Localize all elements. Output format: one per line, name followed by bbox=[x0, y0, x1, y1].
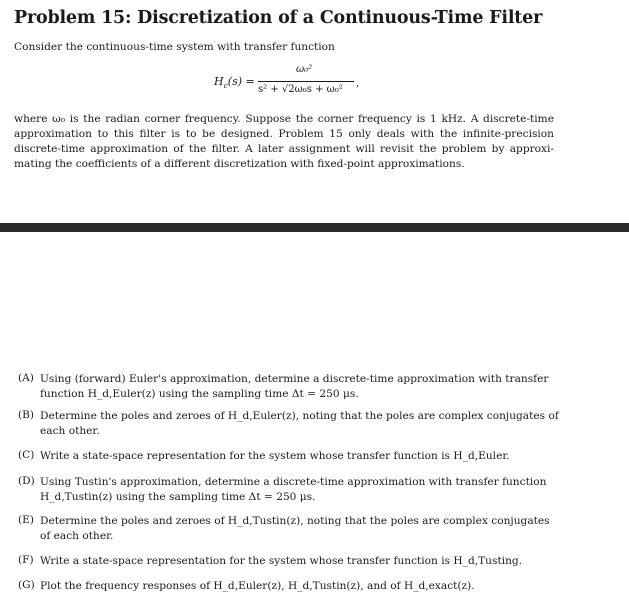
part-label: (F) bbox=[18, 554, 34, 566]
transfer-function-equation bbox=[214, 64, 414, 104]
paragraph-line: mating the coefficients of a different discretization with fixed-point approximations. bbox=[14, 158, 465, 170]
part-label: (E) bbox=[18, 514, 34, 526]
paragraph-line: discrete-time approximation of the filter. A later assignment will revisit the problem by approxi- bbox=[14, 143, 554, 155]
part-text: Write a state-space representation for the system whose transfer function is H_d,Euler. bbox=[40, 450, 510, 462]
equation-lhs: $H_c(s)$ = bbox=[214, 75, 255, 91]
part-text: Write a state-space representation for the system whose transfer function is H_d,Tusting. bbox=[40, 555, 523, 567]
part-text: Plot the frequency responses of H_d,Euler(z), H_d,Tustin(z), and of H_d,exact(z). bbox=[40, 580, 475, 592]
equation-comma: , bbox=[356, 78, 360, 89]
description-paragraph bbox=[14, 112, 554, 172]
part-text: Using (forward) Euler's approximation, determine a discrete-time approximation with transfer function H_d,Euler(z) using the sampling time Δt = 250 μs. bbox=[40, 373, 549, 400]
paragraph-line: approximation to this filter is to be designed. Problem 15 only deals with the infinite-precision bbox=[14, 128, 554, 140]
section-divider bbox=[0, 223, 629, 232]
part-label: (A) bbox=[18, 372, 34, 384]
part-text: Using Tustin's approximation, determine a discrete-time approximation with transfer function H_d,Tustin(z) using the sampling time Δt = 250 μs. bbox=[40, 476, 547, 503]
part-label: (D) bbox=[18, 475, 35, 487]
equation-numerator: ω₀² bbox=[296, 64, 313, 75]
equation-denominator: s² + √2ω₀s + ω₀² bbox=[258, 84, 343, 95]
part-text: Determine the poles and zeroes of H_d,Euler(z), noting that the poles are complex conjugates of each other. bbox=[40, 410, 559, 437]
fraction-bar bbox=[258, 81, 354, 82]
intro-text: Consider the continuous-time system with transfer function bbox=[14, 41, 335, 53]
paragraph-line: where ω₀ is the radian corner frequency. Suppose the corner frequency is 1 kHz. A discrete-time bbox=[14, 113, 554, 125]
part-text: Determine the poles and zeroes of H_d,Tustin(z), noting that the poles are complex conjugates of each other. bbox=[40, 515, 550, 542]
problem-title: Problem 15: Discretization of a Continuous-Time Filter bbox=[14, 8, 543, 28]
part-label: (B) bbox=[18, 409, 35, 421]
part-label: (G) bbox=[18, 579, 35, 591]
part-label: (C) bbox=[18, 449, 35, 461]
